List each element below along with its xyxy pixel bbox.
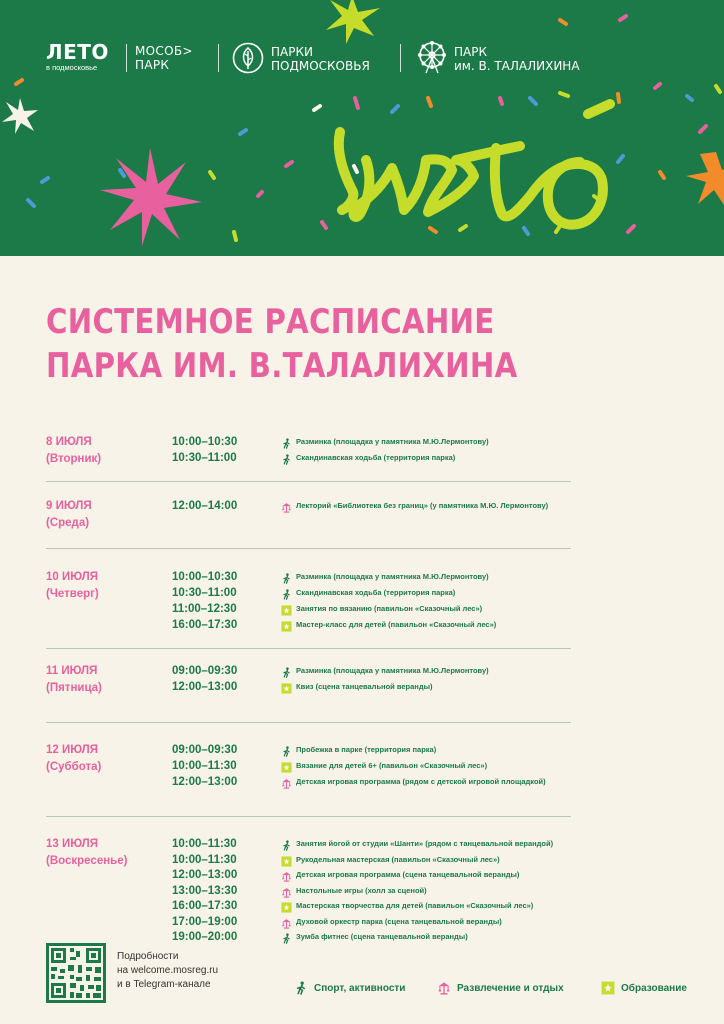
event-description: Зумба фитнес (сцена танцевальной веранды) bbox=[296, 932, 468, 941]
event-description: Скандинавская ходьба (территория парка) bbox=[296, 588, 456, 597]
carousel-icon bbox=[437, 981, 451, 995]
event-description: Вязание для детей 6+ (павильон «Сказочный лес») bbox=[296, 761, 488, 770]
event-description: Настольные игры (холл за сценой) bbox=[296, 885, 427, 895]
event-description: Квиз (сцена танцевальной веранды) bbox=[296, 682, 433, 691]
logo-divider bbox=[400, 44, 401, 72]
runner-icon bbox=[281, 744, 292, 756]
talal-logo-line1: ПАРК bbox=[454, 45, 487, 59]
event-description: Лекторий «Библиотека без границ» (у памятника М.Ю. Лермонтову) bbox=[296, 501, 549, 510]
talal-logo-line2: им. В. ТАЛАЛИХИНА bbox=[454, 59, 580, 73]
day-divider bbox=[46, 648, 571, 649]
event-time: 16:00–17:30 bbox=[172, 619, 238, 631]
leto-lettering bbox=[339, 104, 610, 225]
legend-sport bbox=[294, 978, 405, 998]
day-date-label: 11 ИЮЛЯ bbox=[46, 665, 98, 677]
event-time: 10:00–11:30 bbox=[172, 853, 237, 866]
day-date bbox=[46, 498, 92, 531]
event-description: Мастерская творчества для детей (павильон «Сказочный лес») bbox=[296, 901, 534, 910]
event-time: 19:00–20:00 bbox=[172, 931, 238, 943]
leto-logo-main: ЛЕТО bbox=[46, 40, 109, 64]
event-time: 10:00–11:30 bbox=[172, 760, 237, 772]
parki-logo-line2: ПОДМОСКОВЬЯ bbox=[271, 59, 370, 73]
day-weekday-label: (Среда) bbox=[46, 516, 90, 529]
education-icon bbox=[281, 854, 292, 866]
runner-icon bbox=[281, 665, 292, 677]
legend-fun-label: Развлечение и отдых bbox=[457, 982, 564, 994]
logo-divider bbox=[218, 44, 219, 72]
event-time: 10:00–11:30 bbox=[172, 838, 237, 850]
leaf-icon bbox=[232, 42, 264, 74]
event-description: Рукодельная мастерская (павильон «Сказочный лес») bbox=[296, 854, 500, 864]
day-date-label: 12 ИЮЛЯ bbox=[46, 744, 99, 756]
event-time: 12:00–14:00 bbox=[172, 500, 238, 512]
event-description: Занятия по вязанию (павильон «Сказочный лес») bbox=[296, 604, 483, 613]
legend-fun bbox=[437, 978, 564, 998]
day-date bbox=[46, 742, 101, 775]
event-time: 12:00–13:00 bbox=[172, 869, 238, 881]
carousel-icon bbox=[281, 776, 292, 788]
logo-divider bbox=[126, 44, 127, 72]
event-description: Разминка (площадка у памятника М.Ю.Лермонтову) bbox=[296, 437, 489, 446]
education-icon bbox=[281, 760, 292, 772]
event-description: Мастер-класс для детей (павильон «Сказочный лес») bbox=[296, 620, 497, 629]
runner-icon bbox=[294, 981, 308, 995]
day-divider bbox=[46, 481, 571, 482]
event-description: Пробежка в парке (территория парка) bbox=[296, 745, 437, 754]
runner-icon bbox=[281, 587, 292, 599]
page-title bbox=[46, 300, 518, 388]
runner-icon bbox=[281, 931, 292, 943]
footer-info bbox=[117, 950, 218, 992]
page-title-line1: СИСТЕМНОЕ РАСПИСАНИЕ bbox=[46, 302, 495, 342]
day-date-label: 8 ИЮЛЯ bbox=[46, 436, 92, 448]
legend-edu-label: Образование bbox=[621, 982, 687, 994]
event-time: 09:00–09:30 bbox=[172, 665, 238, 677]
day-weekday-label: (Вторник) bbox=[46, 452, 102, 465]
runner-icon bbox=[281, 436, 292, 448]
footer-info-line2[interactable]: на welcome.mosreg.ru bbox=[117, 965, 219, 976]
day-weekday-label: (Пятница) bbox=[46, 681, 102, 694]
carousel-icon bbox=[281, 869, 292, 881]
day-date-label: 13 ИЮЛЯ bbox=[46, 838, 99, 850]
event-time: 10:30–11:00 bbox=[172, 587, 237, 599]
event-description: Духовой оркестр парка (сцена танцевальной веранды) bbox=[296, 916, 502, 926]
parki-logo-line1: ПАРКИ bbox=[271, 45, 313, 59]
education-icon bbox=[281, 900, 292, 912]
day-weekday-label: (Четверг) bbox=[46, 587, 99, 600]
day-weekday-label: (Воскресенье) bbox=[46, 854, 128, 867]
event-time: 09:00–09:30 bbox=[172, 744, 238, 756]
footer-info-line3: и в Telegram-канале bbox=[117, 979, 211, 990]
mosobpark-logo-line2: ПАРК bbox=[135, 58, 170, 72]
education-icon bbox=[281, 619, 292, 631]
event-description: Занятия йогой от студии «Шанти» (рядом с танцевальной верандой) bbox=[296, 839, 554, 848]
day-date bbox=[46, 569, 99, 602]
page-title-line2: ПАРКА ИМ. В.ТАЛАЛИХИНА bbox=[46, 346, 518, 386]
day-divider bbox=[46, 816, 571, 817]
event-time: 17:00–19:00 bbox=[172, 915, 238, 928]
event-description: Скандинавская ходьба (территория парка) bbox=[296, 453, 456, 462]
event-description: Разминка (площадка у памятника М.Ю.Лермонтову) bbox=[296, 666, 489, 675]
event-time: 10:00–10:30 bbox=[172, 436, 238, 448]
legend-edu bbox=[601, 978, 687, 998]
day-date bbox=[46, 434, 101, 467]
leto-logo[interactable] bbox=[46, 42, 109, 72]
day-date-label: 10 ИЮЛЯ bbox=[46, 571, 99, 583]
day-date bbox=[46, 836, 127, 869]
day-weekday-label: (Суббота) bbox=[46, 760, 102, 773]
legend-sport-label: Спорт, активности bbox=[314, 982, 406, 994]
day-date-label: 9 ИЮЛЯ bbox=[46, 500, 92, 512]
education-icon bbox=[281, 603, 292, 615]
event-description: Детская игровая программа (рядом с детской игровой площадкой) bbox=[296, 777, 546, 786]
event-time: 10:00–10:30 bbox=[172, 571, 238, 583]
runner-icon bbox=[281, 452, 292, 464]
education-icon bbox=[601, 981, 615, 995]
education-icon bbox=[281, 681, 292, 693]
day-divider bbox=[46, 548, 571, 549]
day-divider bbox=[46, 722, 571, 723]
mosobpark-logo-line1: МОСОБ> bbox=[135, 44, 193, 58]
event-time: 12:00–13:00 bbox=[172, 681, 238, 693]
event-time: 12:00–13:00 bbox=[172, 776, 238, 788]
event-time: 13:00–13:30 bbox=[172, 884, 238, 897]
runner-icon bbox=[281, 571, 292, 583]
footer-info-line1: Подробности bbox=[117, 951, 179, 962]
event-time: 16:00–17:30 bbox=[172, 900, 238, 912]
carousel-icon bbox=[281, 500, 292, 512]
event-description: Детская игровая программа (сцена танцевальной веранды) bbox=[296, 870, 520, 879]
event-time: 10:30–11:00 bbox=[172, 452, 237, 464]
header-banner bbox=[0, 0, 724, 256]
ferris-wheel-icon bbox=[416, 40, 448, 74]
event-time: 11:00–12:30 bbox=[172, 603, 237, 615]
carousel-icon bbox=[281, 916, 292, 928]
carousel-icon bbox=[281, 885, 292, 897]
mosobpark-logo[interactable] bbox=[135, 44, 193, 72]
leto-logo-sub: в подмосковье bbox=[46, 63, 98, 72]
decor-confetti bbox=[0, 0, 724, 256]
qr-code-icon[interactable] bbox=[46, 943, 106, 1003]
event-description: Разминка (площадка у памятника М.Ю.Лермонтову) bbox=[296, 572, 489, 581]
runner-icon bbox=[281, 838, 292, 850]
day-date bbox=[46, 663, 102, 696]
